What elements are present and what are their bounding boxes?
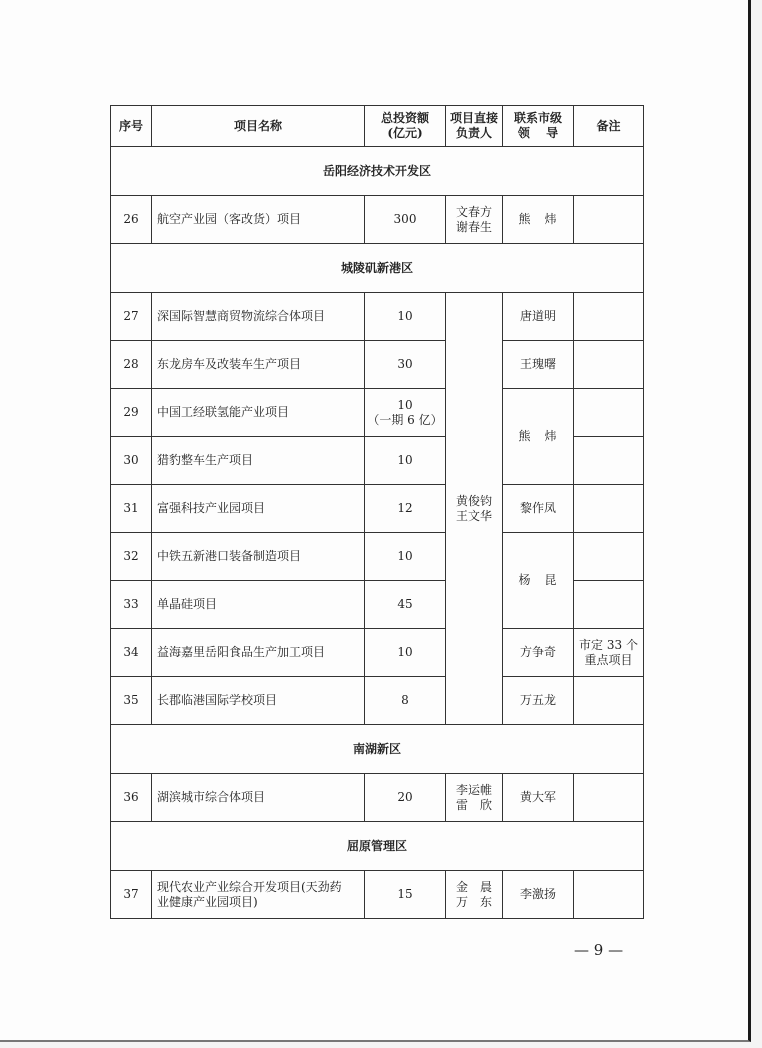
- city-leader-cell: 万五龙: [503, 677, 574, 725]
- header-seq: 序号: [111, 106, 152, 147]
- seq-cell: 37: [111, 871, 152, 919]
- section-header: 岳阳经济技术开发区: [111, 147, 644, 196]
- header-city-leader: 联系市级 领 导: [503, 106, 574, 147]
- investment-cell: 10: [365, 293, 446, 341]
- name-cell: 猎豹整车生产项目: [152, 437, 365, 485]
- seq-cell: 33: [111, 581, 152, 629]
- table-row: [111, 389, 644, 437]
- seq-cell: 36: [111, 774, 152, 822]
- table-row: [111, 196, 644, 244]
- investment-cell: 10: [365, 533, 446, 581]
- city-leader-cell: 熊 炜: [503, 389, 574, 485]
- section-header: 屈原管理区: [111, 822, 644, 871]
- table-row: [111, 629, 644, 677]
- section-header: 城陵矶新港区: [111, 244, 644, 293]
- name-cell: 现代农业产业综合开发项目(天劲药 业健康产业园项目): [152, 871, 365, 919]
- investment-cell: 30: [365, 341, 446, 389]
- city-leader-cell: 黄大军: [503, 774, 574, 822]
- table-row: [111, 871, 644, 919]
- seq-cell: 27: [111, 293, 152, 341]
- city-leader-cell: 杨 昆: [503, 533, 574, 629]
- table-row: [111, 341, 644, 389]
- seq-cell: 29: [111, 389, 152, 437]
- remark-cell: [574, 581, 644, 629]
- city-leader-cell: 王瑰曙: [503, 341, 574, 389]
- section-header: 南湖新区: [111, 725, 644, 774]
- remark-cell: [574, 871, 644, 919]
- investment-cell: 10 （一期 6 亿）: [365, 389, 446, 437]
- investment-cell: 10: [365, 437, 446, 485]
- investment-cell: 15: [365, 871, 446, 919]
- seq-cell: 31: [111, 485, 152, 533]
- name-cell: 益海嘉里岳阳食品生产加工项目: [152, 629, 365, 677]
- investment-cell: 10: [365, 629, 446, 677]
- table-row: [111, 774, 644, 822]
- header-remark: 备注: [574, 106, 644, 147]
- header-name: 项目名称: [152, 106, 365, 147]
- name-cell: 深国际智慧商贸物流综合体项目: [152, 293, 365, 341]
- header-investment: 总投资额 (亿元): [365, 106, 446, 147]
- direct-leader-cell: 金 晨 万 东: [446, 871, 503, 919]
- direct-leader-cell: 文春方 谢春生: [446, 196, 503, 244]
- header-row: [111, 106, 644, 147]
- name-cell: 中国工经联氢能产业项目: [152, 389, 365, 437]
- project-table: [110, 105, 644, 919]
- name-cell: 单晶硅项目: [152, 581, 365, 629]
- name-cell: 富强科技产业园项目: [152, 485, 365, 533]
- remark-cell: [574, 677, 644, 725]
- remark-cell: [574, 341, 644, 389]
- seq-cell: 28: [111, 341, 152, 389]
- city-leader-cell: 方争奇: [503, 629, 574, 677]
- header-direct-leader: 项目直接 负责人: [446, 106, 503, 147]
- remark-cell: [574, 533, 644, 581]
- city-leader-cell: 唐道明: [503, 293, 574, 341]
- seq-cell: 34: [111, 629, 152, 677]
- direct-leader-cell: 李运帷 雷 欣: [446, 774, 503, 822]
- investment-cell: 300: [365, 196, 446, 244]
- investment-cell: 20: [365, 774, 446, 822]
- name-cell: 湖滨城市综合体项目: [152, 774, 365, 822]
- remark-cell: [574, 774, 644, 822]
- table-row: [111, 533, 644, 581]
- seq-cell: 26: [111, 196, 152, 244]
- remark-cell: [574, 389, 644, 437]
- table-row: [111, 293, 644, 341]
- remark-cell: [574, 196, 644, 244]
- seq-cell: 30: [111, 437, 152, 485]
- remark-cell: [574, 437, 644, 485]
- seq-cell: 35: [111, 677, 152, 725]
- city-leader-cell: 黎作凤: [503, 485, 574, 533]
- investment-cell: 8: [365, 677, 446, 725]
- remark-cell: [574, 293, 644, 341]
- investment-cell: 12: [365, 485, 446, 533]
- page-number: — 9 —: [574, 941, 624, 959]
- table-row: [111, 485, 644, 533]
- name-cell: 东龙房车及改装车生产项目: [152, 341, 365, 389]
- table-row: [111, 677, 644, 725]
- name-cell: 长郡临港国际学校项目: [152, 677, 365, 725]
- city-leader-cell: 李激扬: [503, 871, 574, 919]
- remark-cell: [574, 485, 644, 533]
- name-cell: 航空产业园（客改货）项目: [152, 196, 365, 244]
- investment-cell: 45: [365, 581, 446, 629]
- direct-leader-cell: 黄俊钧 王文华: [446, 293, 503, 725]
- city-leader-cell: 熊 炜: [503, 196, 574, 244]
- seq-cell: 32: [111, 533, 152, 581]
- name-cell: 中铁五新港口装备制造项目: [152, 533, 365, 581]
- remark-cell: 市定 33 个 重点项目: [574, 629, 644, 677]
